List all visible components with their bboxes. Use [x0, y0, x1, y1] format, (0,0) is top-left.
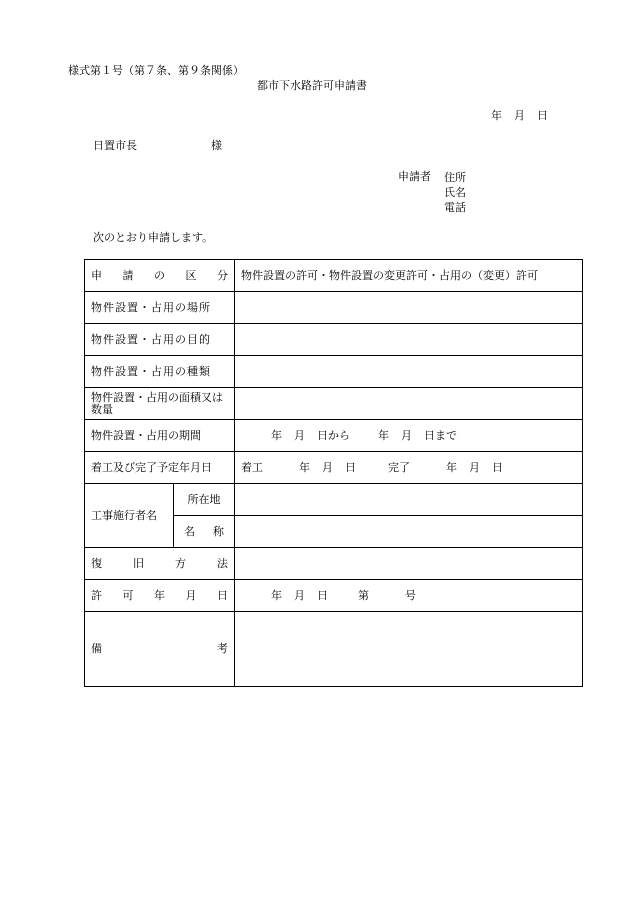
restoration-label-char: 法 [217, 556, 228, 570]
restoration-field[interactable] [235, 548, 583, 580]
period-end-day: 日まで [424, 428, 457, 442]
location-label: 物件設置・占用の場所 [85, 292, 235, 324]
type-label: 物件設置・占用の種類 [85, 356, 235, 388]
row-purpose [85, 324, 583, 356]
permit-day: 日 [317, 588, 328, 602]
row-period [85, 420, 583, 452]
period-label: 物件設置・占用の期間 [85, 420, 235, 452]
permit-date-label [85, 580, 235, 612]
period-end-year: 年 [378, 428, 389, 442]
period-start-year: 年 [271, 428, 282, 442]
schedule-end-year: 年 [446, 460, 457, 474]
remarks-label-char: 考 [217, 642, 228, 655]
row-permit-date [85, 580, 583, 612]
contractor-name-label [174, 516, 235, 548]
row-remarks [85, 612, 583, 687]
schedule-label: 着工及び完了予定年月日 [85, 452, 235, 484]
permit-date-label-char: 年 [154, 588, 165, 602]
row-restoration [85, 548, 583, 580]
contractor-name-char: 名 [184, 524, 195, 538]
schedule-end-label: 完了 [388, 460, 410, 474]
category-label-char: 区 [185, 268, 197, 282]
contractor-label: 工事施行者名 [85, 484, 174, 548]
date-day: 日 [537, 109, 548, 122]
permit-date-label-char: 許 [91, 588, 102, 602]
category-label-char: 申 [91, 268, 102, 282]
category-label-char: 請 [122, 268, 134, 282]
category-label-char: 分 [217, 268, 228, 282]
permit-date-value[interactable] [235, 580, 583, 612]
applicant-label: 申請者 [398, 170, 431, 183]
date-line [491, 109, 548, 123]
addressee-honorific: 様 [211, 139, 222, 152]
row-schedule [85, 452, 583, 484]
permit-month: 月 [294, 588, 305, 602]
row-area [85, 388, 583, 420]
row-type [85, 356, 583, 388]
form-number: 様式第１号（第７条、第９条関係） [68, 64, 244, 77]
purpose-label: 物件設置・占用の目的 [85, 324, 235, 356]
remarks-field[interactable] [235, 612, 583, 687]
schedule-start-year: 年 [299, 460, 310, 474]
type-field[interactable] [235, 356, 583, 388]
date-month: 月 [514, 109, 525, 122]
schedule-end-month: 月 [469, 460, 480, 474]
schedule-start-month: 月 [322, 460, 333, 474]
permit-number-prefix: 第 [358, 588, 369, 602]
purpose-field[interactable] [235, 324, 583, 356]
permit-date-label-char: 月 [185, 588, 197, 602]
permit-date-label-char: 日 [217, 588, 228, 602]
applicant-address-label: 住所 [444, 171, 466, 184]
period-start-day: 日から [317, 428, 350, 442]
remarks-label [85, 612, 235, 687]
remarks-label-char: 備 [91, 642, 102, 655]
category-label-char: の [154, 268, 165, 282]
permit-date-label-char: 可 [122, 588, 134, 602]
location-field[interactable] [235, 292, 583, 324]
addressee-name: 日置市長 [93, 139, 137, 152]
schedule-start-label: 着工 [241, 460, 263, 474]
restoration-label-char: 旧 [133, 556, 144, 570]
schedule-end-day: 日 [492, 460, 503, 474]
restoration-label-char: 復 [91, 556, 102, 570]
addressee [93, 139, 222, 153]
contractor-address-field[interactable] [235, 484, 583, 516]
permit-year: 年 [271, 588, 282, 602]
applicant-name-label: 氏名 [444, 186, 466, 199]
row-location [85, 292, 583, 324]
period-end-month: 月 [401, 428, 412, 442]
permit-number-suffix: 号 [405, 588, 416, 602]
area-field[interactable] [235, 388, 583, 420]
applicant-phone-label: 電話 [444, 201, 466, 214]
row-contractor-address [85, 484, 583, 516]
contractor-name-field[interactable] [235, 516, 583, 548]
date-year: 年 [491, 109, 502, 122]
category-label [85, 260, 235, 292]
contractor-address-label: 所在地 [174, 484, 235, 516]
schedule-start-day: 日 [345, 460, 356, 474]
application-table [84, 259, 583, 687]
area-label: 物件設置・占用の面積又は数量 [85, 388, 235, 420]
restoration-label [85, 548, 235, 580]
applicant-fields [444, 170, 466, 215]
row-category [85, 260, 583, 292]
schedule-value[interactable] [235, 452, 583, 484]
period-start-month: 月 [294, 428, 305, 442]
contractor-name-char: 称 [213, 524, 224, 538]
document-title: 都市下水路許可申請書 [257, 79, 367, 92]
category-value[interactable]: 物件設置の許可・物件設置の変更許可・占用の（変更）許可 [235, 260, 583, 292]
period-value[interactable] [235, 420, 583, 452]
intro-text: 次のとおり申請します。 [93, 231, 214, 244]
restoration-label-char: 方 [175, 556, 186, 570]
